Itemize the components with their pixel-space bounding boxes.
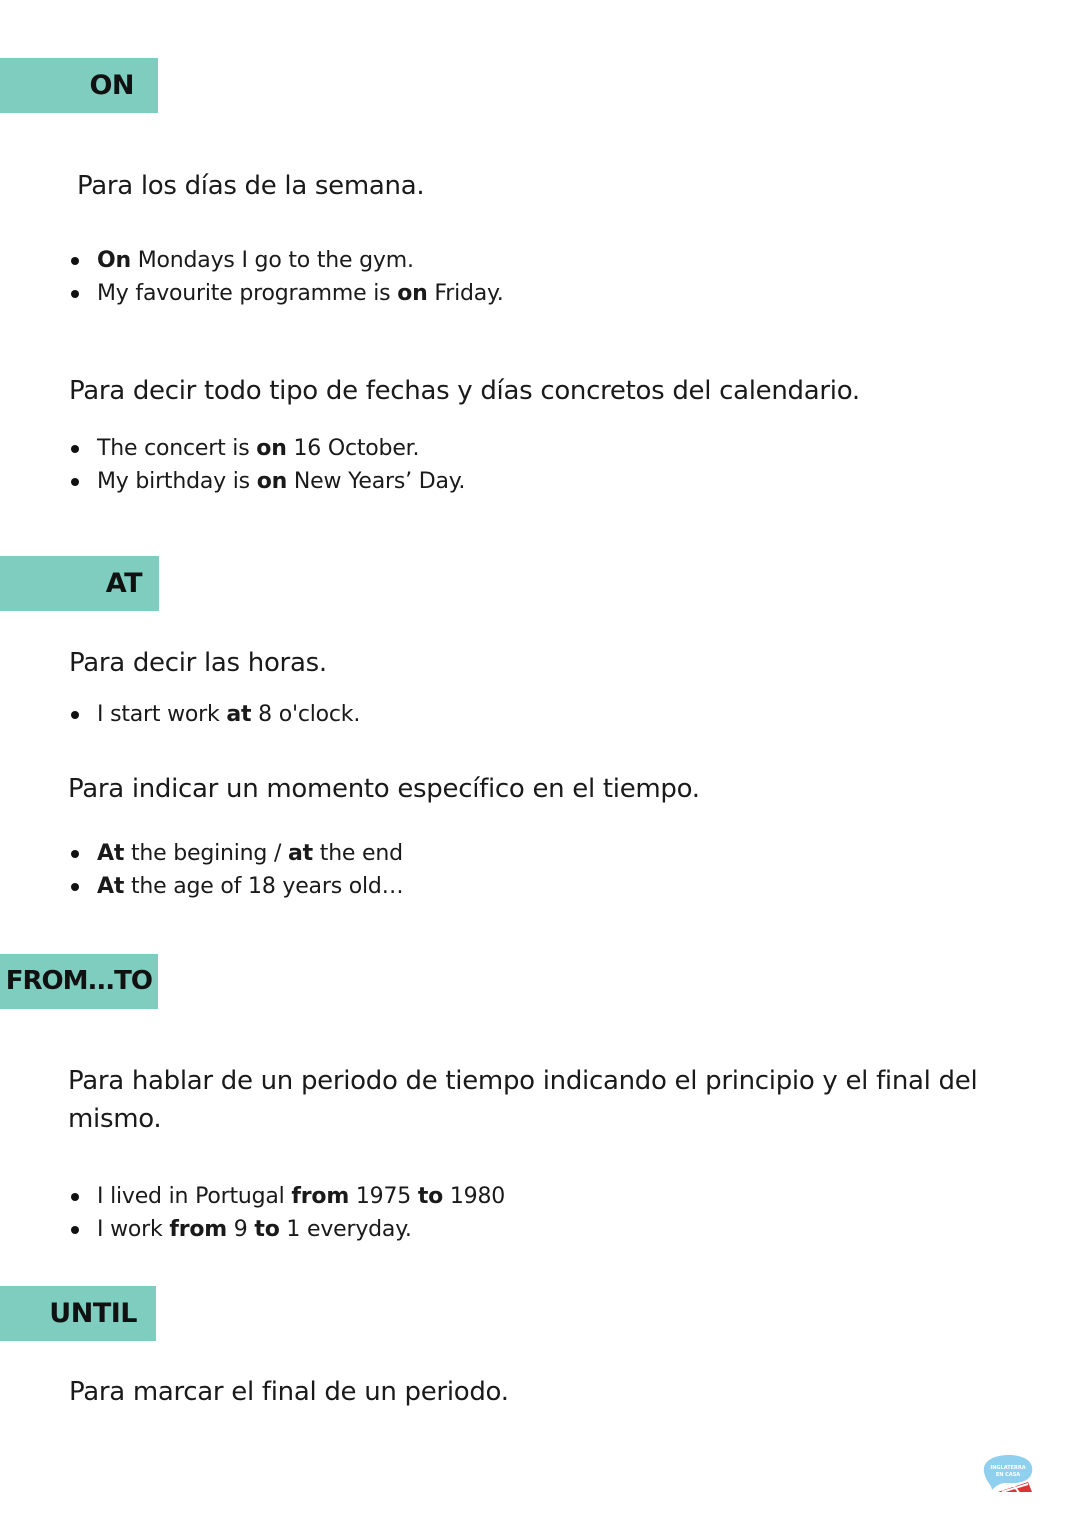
example-text: My favourite programme is xyxy=(97,281,398,306)
example-text: New Years’ Day. xyxy=(287,469,466,494)
example-text: 8 o'clock. xyxy=(251,702,361,727)
example-item xyxy=(97,1213,505,1246)
example-item xyxy=(97,432,465,465)
preposition-highlight: at xyxy=(226,702,252,727)
example-item xyxy=(97,277,504,310)
example-item xyxy=(97,837,403,870)
rule-text: Para los días de la semana. xyxy=(77,171,425,201)
example-list xyxy=(0,244,504,310)
example-item xyxy=(97,870,403,903)
example-text: I lived in Portugal xyxy=(97,1184,292,1209)
example-text: 9 xyxy=(227,1217,255,1242)
example-list xyxy=(0,432,465,498)
preposition-highlight: on xyxy=(397,281,428,306)
section-header-until: UNTIL xyxy=(0,1286,156,1341)
example-item xyxy=(97,244,504,277)
preposition-highlight: on xyxy=(256,436,287,461)
example-text: the end xyxy=(312,841,403,866)
example-text: the begining / xyxy=(124,841,288,866)
example-text: I work xyxy=(97,1217,170,1242)
preposition-highlight: to xyxy=(417,1184,444,1209)
example-list xyxy=(0,837,403,903)
example-text: 16 October. xyxy=(286,436,420,461)
example-text: 1975 xyxy=(349,1184,418,1209)
preposition-highlight: from xyxy=(291,1184,350,1209)
preposition-highlight: to xyxy=(254,1217,280,1242)
example-item xyxy=(97,698,360,731)
rule-text: Para indicar un momento específico en el tiempo. xyxy=(68,774,700,804)
section-header-on: ON xyxy=(0,58,158,113)
example-item xyxy=(97,465,465,498)
example-list xyxy=(0,698,360,731)
example-list xyxy=(0,1180,505,1246)
example-text: The concert is xyxy=(97,436,257,461)
example-text: Mondays I go to the gym. xyxy=(130,248,414,273)
svg-text:EN CASA: EN CASA xyxy=(995,1472,1021,1478)
rule-text: Para hablar de un periodo de tiempo indicando el principio y el final del mismo. xyxy=(68,1066,978,1134)
preposition-highlight: on xyxy=(256,469,288,494)
section-header-at: AT xyxy=(0,556,159,611)
rule-text: Para decir las horas. xyxy=(69,648,327,678)
svg-text:INGLATERRA: INGLATERRA xyxy=(990,1465,1026,1471)
example-text: My birthday is xyxy=(97,469,257,494)
inglaterra-en-casa-logo xyxy=(978,1452,1038,1498)
example-text: 1980 xyxy=(443,1184,506,1209)
example-text: the age of 18 years old… xyxy=(124,874,404,899)
example-text: 1 everyday. xyxy=(279,1217,412,1242)
section-header-from-to: FROM...TO xyxy=(0,954,158,1009)
example-text: I start work xyxy=(97,702,227,727)
preposition-highlight: On xyxy=(97,248,131,273)
preposition-highlight: from xyxy=(169,1217,227,1242)
preposition-highlight: at xyxy=(288,841,313,866)
example-item xyxy=(97,1180,505,1213)
preposition-highlight: At xyxy=(97,874,125,899)
rule-text: Para marcar el final de un periodo. xyxy=(69,1377,509,1407)
example-text: Friday. xyxy=(427,281,504,306)
rule-text: Para decir todo tipo de fechas y días concretos del calendario. xyxy=(69,376,860,406)
preposition-highlight: At xyxy=(97,841,125,866)
